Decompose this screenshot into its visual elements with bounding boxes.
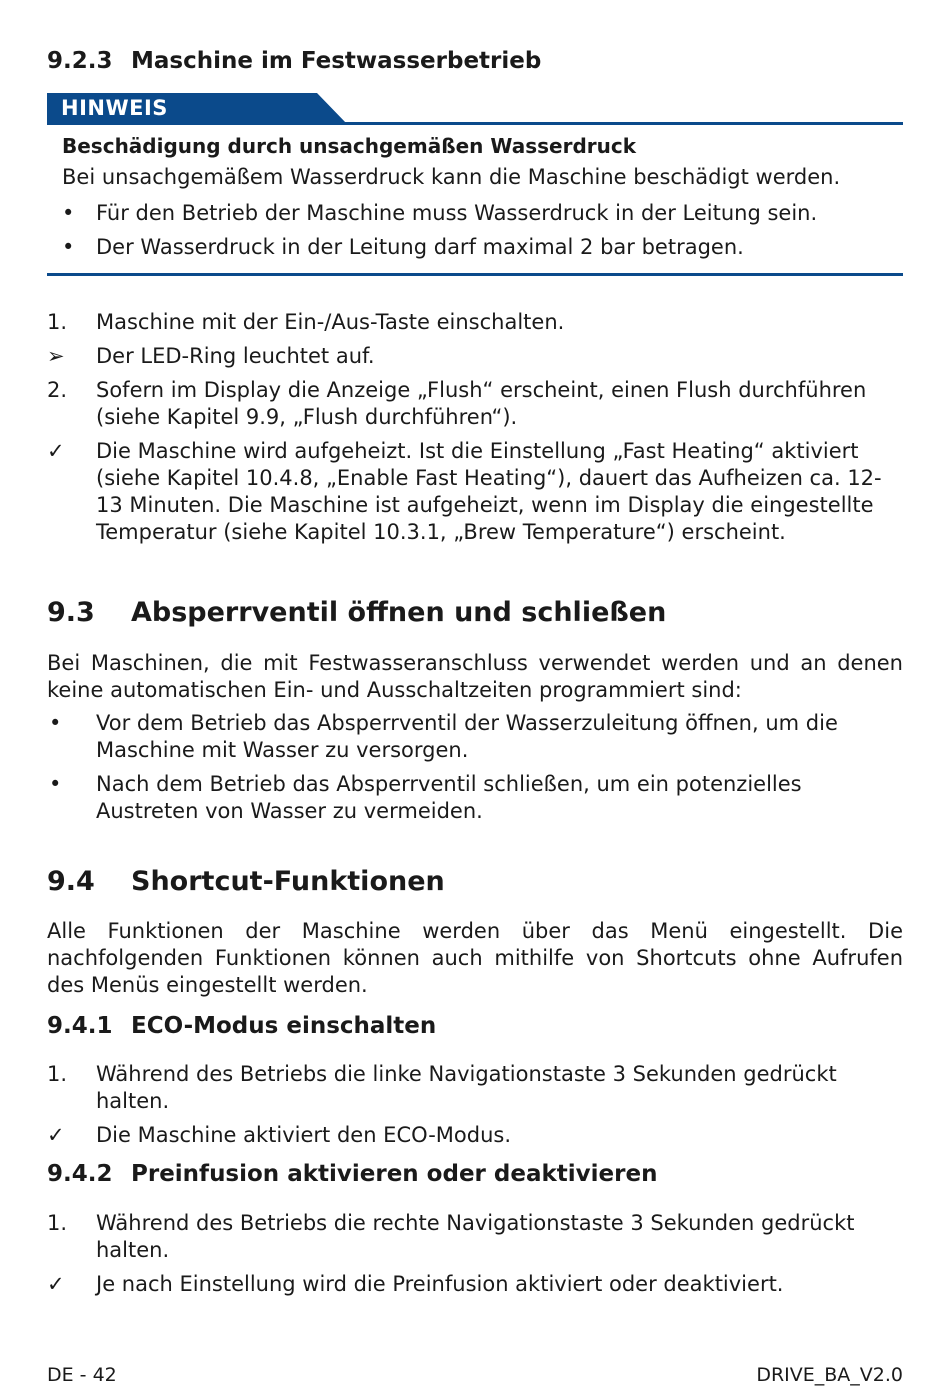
section-intro: Bei Maschinen, die mit Festwasseranschluss verwendet werden und an denen keine automatischen Ein- und Ausschaltzeiten programmiert sind: <box>47 651 903 702</box>
step-text: Während des Betriebs die rechte Navigationstaste 3 Sekunden gedrückt halten. <box>96 1211 855 1262</box>
step-text: Während des Betriebs die linke Navigationstaste 3 Sekunden gedrückt halten. <box>96 1062 837 1113</box>
steps-9-2-3 <box>47 309 903 553</box>
list-item <box>47 771 903 825</box>
step-result <box>47 438 903 546</box>
list-item <box>47 710 903 764</box>
notice-list <box>62 197 903 263</box>
notice-tab <box>47 93 347 124</box>
section-title: Shortcut-Funktionen <box>131 866 445 897</box>
step-text: Sofern im Display die Anzeige „Flush“ erscheint, einen Flush durchführen (siehe Kapitel 9.9, „Flush durchführen“). <box>96 378 867 429</box>
section-number: 9.3 <box>47 597 95 628</box>
bullet-icon: • <box>62 235 75 259</box>
step-marker: 1. <box>47 1211 68 1235</box>
step-result <box>47 1122 903 1149</box>
section-title: Absperrventil öffnen und schließen <box>131 597 667 628</box>
section-number: 9.2.3 <box>47 48 113 74</box>
section-number: 9.4.1 <box>47 1013 113 1039</box>
notice-label: HINWEIS <box>61 96 168 120</box>
list-item-text: Der Wasserdruck in der Leitung darf maximal 2 bar betragen. <box>96 235 744 259</box>
step-marker: 2. <box>47 378 68 402</box>
step-text: Der LED-Ring leuchtet auf. <box>96 344 375 368</box>
section-heading-9-4 <box>47 865 903 899</box>
section-number: 9.4 <box>47 866 95 897</box>
step-marker: 1. <box>47 1062 68 1086</box>
step-result <box>47 343 903 370</box>
notice-bottom-rule <box>47 273 903 276</box>
notice-title: Beschädigung durch unsachgemäßen Wasserdruck <box>62 134 637 158</box>
section-title: Maschine im Festwasserbetrieb <box>131 48 542 74</box>
section-number: 9.4.2 <box>47 1161 113 1187</box>
checkmark-icon: ✓ <box>47 1123 65 1147</box>
section-title: ECO-Modus einschalten <box>131 1013 437 1039</box>
section-heading-9-4-1 <box>47 1011 903 1041</box>
step-item <box>47 1061 903 1115</box>
section-heading-9-2-3 <box>47 46 903 76</box>
steps-9-4-1 <box>47 1061 903 1156</box>
notice-box <box>47 93 903 265</box>
bullet-icon: • <box>62 201 75 225</box>
bullet-list-9-3 <box>47 710 903 832</box>
document-id: DRIVE_BA_V2.0 <box>756 1364 903 1386</box>
list-item <box>62 197 903 229</box>
step-item <box>47 1210 903 1264</box>
notice-text: Bei unsachgemäßem Wasserdruck kann die Maschine beschädigt werden. <box>62 165 841 189</box>
step-text: Die Maschine wird aufgeheizt. Ist die Einstellung „Fast Heating“ aktiviert (siehe Kapitel 10.4.8, „Enable Fast Heating“), dauert das Aufheizen ca. 12-13 Minuten. Die Maschine ist aufgeheizt, wenn im Display die eingestellte Temperatur (siehe Kapitel 10.3.1, „Brew Temperature“) erscheint. <box>96 439 882 544</box>
list-item-text: Nach dem Betrieb das Absperrventil schließen, um ein potenzielles Austreten von Wasser zu vermeiden. <box>96 772 802 823</box>
checkmark-icon: ✓ <box>47 439 65 463</box>
list-item <box>62 231 903 263</box>
step-text: Die Maschine aktiviert den ECO-Modus. <box>96 1123 512 1147</box>
list-item-text: Für den Betrieb der Maschine muss Wasserdruck in der Leitung sein. <box>96 201 818 225</box>
section-heading-9-3 <box>47 596 903 630</box>
page-number: DE - 42 <box>47 1364 117 1386</box>
step-item <box>47 377 903 431</box>
section-title: Preinfusion aktivieren oder deaktivieren <box>131 1161 658 1187</box>
step-item <box>47 309 903 336</box>
step-text: Maschine mit der Ein-/Aus-Taste einschalten. <box>96 310 565 334</box>
step-marker: 1. <box>47 310 68 334</box>
checkmark-icon: ✓ <box>47 1272 65 1296</box>
arrow-icon: ➢ <box>47 344 65 368</box>
list-item-text: Vor dem Betrieb das Absperrventil der Wasserzuleitung öffnen, um die Maschine mit Wasser zu versorgen. <box>96 711 838 762</box>
bullet-icon: • <box>49 772 62 796</box>
step-result <box>47 1271 903 1298</box>
steps-9-4-2 <box>47 1210 903 1305</box>
notice-body <box>47 125 903 263</box>
section-heading-9-4-2 <box>47 1159 903 1189</box>
step-text: Je nach Einstellung wird die Preinfusion aktiviert oder deaktiviert. <box>96 1272 784 1296</box>
bullet-icon: • <box>49 711 62 735</box>
section-intro: Alle Funktionen der Maschine werden über das Menü eingestellt. Die nachfolgenden Funktionen können auch mithilfe von Shortcuts ohne Aufrufen des Menüs eingestellt werden. <box>47 919 903 997</box>
